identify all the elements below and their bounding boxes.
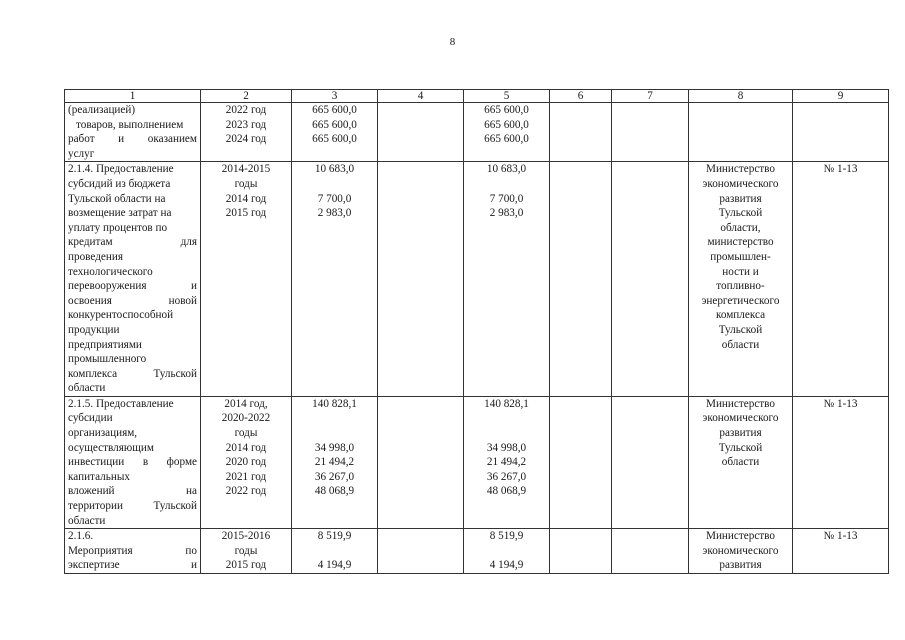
- cell-line: Мероприятия по: [68, 544, 197, 557]
- cell-gap: [295, 177, 374, 192]
- measure-name-cell: [65, 103, 201, 162]
- cell-line: осуществляющим: [68, 441, 154, 454]
- cell-line: (реализацией): [68, 104, 136, 116]
- cell-line: области,: [720, 221, 761, 234]
- cell-line: работ и оказанием: [68, 133, 197, 146]
- cell-line: 2022 год: [225, 104, 267, 116]
- cell-line: 21 494,2: [314, 456, 355, 469]
- cell-line: Министерство: [706, 163, 775, 176]
- cell-line: Тульской: [718, 441, 763, 454]
- cell-line: 2 983,0: [489, 207, 524, 220]
- cell-line: области: [68, 382, 106, 395]
- cell-line: субсидии: [68, 412, 113, 425]
- cell-line: 665 600,0: [484, 118, 529, 131]
- cell-line: 4 194,9: [317, 559, 352, 572]
- cell-line: Министерство: [706, 530, 775, 543]
- cell-line: возмещение затрат на: [68, 207, 172, 220]
- cell-line: области: [68, 514, 106, 527]
- responsible-cell: [689, 162, 793, 397]
- empty-cell: [612, 529, 689, 574]
- empty-cell: [550, 162, 612, 397]
- amount-cell: [464, 396, 550, 528]
- column-header: 1: [65, 90, 201, 103]
- cell-line: 665 600,0: [312, 133, 357, 146]
- cell-line: промышленного: [68, 353, 147, 366]
- column-number-row: [65, 90, 889, 103]
- cell-line: 2.1.6.: [68, 530, 94, 543]
- empty-cell: [612, 103, 689, 162]
- indicator-ref-cell: № 1-13: [793, 162, 889, 397]
- amount-cell: [464, 162, 550, 397]
- cell-line: 48 068,9: [486, 485, 527, 498]
- cell-line: годы: [234, 177, 258, 190]
- cell-line: развития: [719, 192, 762, 205]
- cell-line: развития: [719, 559, 762, 572]
- cell-line: 2023 год: [225, 118, 267, 131]
- empty-cell: [378, 103, 464, 162]
- cell-line: 2024 год: [225, 133, 267, 146]
- cell-line: товаров, выполнением: [76, 118, 184, 131]
- cell-line: промышлен-: [710, 250, 771, 263]
- cell-line: услуг: [68, 147, 95, 160]
- cell-line: 2014 год: [225, 192, 267, 205]
- cell-line: кредитам для: [68, 236, 197, 249]
- empty-cell: [612, 162, 689, 397]
- cell-line: 2 983,0: [317, 207, 352, 220]
- cell-line: 2020 год: [225, 456, 267, 469]
- cell-line: годы: [234, 427, 258, 440]
- cell-line: комплекса: [715, 309, 766, 322]
- empty-cell: [793, 103, 889, 162]
- column-header: 5: [464, 90, 550, 103]
- amount-cell: [464, 103, 550, 162]
- column-header: 9: [793, 90, 889, 103]
- empty-cell: [378, 529, 464, 574]
- indicator-ref-cell: № 1-13: [793, 396, 889, 528]
- cell-line: организациям,: [68, 427, 138, 440]
- cell-line: 2014 год: [225, 441, 267, 454]
- cell-gap: [467, 426, 546, 441]
- cell-line: 4 194,9: [489, 559, 524, 572]
- cell-line: субсидий из бюджета: [68, 177, 171, 190]
- responsible-cell: [689, 529, 793, 574]
- cell-line: экспертизе и: [68, 559, 197, 572]
- cell-line: области: [721, 338, 760, 351]
- cell-line: капитальных: [68, 470, 130, 483]
- empty-cell: [550, 103, 612, 162]
- cell-line: Тульской: [718, 207, 763, 220]
- cell-line: 10 683,0: [314, 163, 355, 176]
- period-cell: [201, 396, 292, 528]
- cell-line: технологического: [68, 265, 153, 278]
- cell-line: 665 600,0: [484, 104, 529, 116]
- cell-line: экономического: [702, 544, 779, 557]
- period-cell: [201, 529, 292, 574]
- cell-gap: [467, 544, 546, 559]
- cell-line: 665 600,0: [312, 104, 357, 116]
- cell-line: Тульской: [718, 323, 763, 336]
- cell-line: 36 267,0: [486, 470, 527, 483]
- amount-cell: [292, 396, 378, 528]
- cell-line: 2015 год: [225, 559, 267, 572]
- cell-line: перевооружения и: [68, 280, 197, 293]
- cell-line: вложений на: [68, 485, 197, 498]
- measure-name-cell: [65, 529, 201, 574]
- empty-cell: [550, 396, 612, 528]
- cell-line: 36 267,0: [314, 470, 355, 483]
- column-header: 2: [201, 90, 292, 103]
- cell-gap: [295, 411, 374, 426]
- cell-line: проведения: [68, 250, 123, 263]
- cell-line: экономического: [702, 412, 779, 425]
- cell-line: 140 828,1: [484, 397, 529, 410]
- cell-line: 10 683,0: [486, 163, 527, 176]
- column-header: 4: [378, 90, 464, 103]
- measure-name-cell: [65, 162, 201, 397]
- table-row: [65, 529, 889, 574]
- period-cell: [201, 103, 292, 162]
- cell-line: 7 700,0: [489, 192, 524, 205]
- measure-name-cell: [65, 396, 201, 528]
- cell-line: 665 600,0: [312, 118, 357, 131]
- cell-gap: [295, 544, 374, 559]
- cell-line: освоения новой: [68, 294, 197, 307]
- period-cell: [201, 162, 292, 397]
- cell-line: 8 519,9: [317, 530, 352, 543]
- cell-gap: [295, 426, 374, 441]
- column-header: 7: [612, 90, 689, 103]
- cell-line: 34 998,0: [486, 441, 527, 454]
- cell-line: развития: [719, 427, 762, 440]
- table-row: [65, 162, 889, 397]
- page-number: 8: [449, 36, 456, 48]
- cell-line: 2.1.5. Предоставление: [68, 397, 174, 410]
- cell-line: 21 494,2: [486, 456, 527, 469]
- cell-gap: [467, 411, 546, 426]
- cell-line: 34 998,0: [314, 441, 355, 454]
- cell-line: 2015-2016: [221, 530, 271, 543]
- cell-line: комплекса Тульской: [68, 367, 197, 380]
- cell-line: уплату процентов по: [68, 221, 168, 234]
- responsible-cell: [689, 396, 793, 528]
- cell-gap: [467, 177, 546, 192]
- amount-cell: [292, 162, 378, 397]
- cell-line: 2014-2015: [221, 163, 271, 176]
- column-header: 8: [689, 90, 793, 103]
- empty-cell: [612, 396, 689, 528]
- empty-cell: [689, 103, 793, 162]
- column-header: 6: [550, 90, 612, 103]
- cell-line: Тульской области на: [68, 192, 166, 205]
- cell-line: инвестиции в форме: [68, 456, 197, 469]
- program-table: [64, 89, 889, 574]
- empty-cell: [378, 162, 464, 397]
- cell-line: 2022 год: [225, 485, 267, 498]
- cell-line: 7 700,0: [317, 192, 352, 205]
- cell-line: министерство: [707, 236, 774, 249]
- cell-line: ности и: [722, 265, 759, 278]
- indicator-ref-cell: № 1-13: [793, 529, 889, 574]
- amount-cell: [292, 103, 378, 162]
- cell-line: конкурентоспособной: [68, 309, 174, 322]
- cell-line: Министерство: [706, 397, 775, 410]
- cell-line: 8 519,9: [489, 530, 524, 543]
- cell-line: 2.1.4. Предоставление: [68, 163, 174, 176]
- cell-line: топливно-: [716, 280, 765, 293]
- cell-line: 2020-2022: [221, 412, 271, 425]
- cell-line: предприятиями: [68, 338, 142, 351]
- table-row: [65, 396, 889, 528]
- cell-line: энергетического: [701, 294, 780, 307]
- empty-cell: [550, 529, 612, 574]
- empty-cell: [378, 396, 464, 528]
- cell-line: продукции: [68, 323, 120, 336]
- cell-line: 2021 год: [225, 470, 267, 483]
- amount-cell: [464, 529, 550, 574]
- cell-line: экономического: [702, 177, 779, 190]
- column-header: 3: [292, 90, 378, 103]
- cell-line: территории Тульской: [68, 500, 197, 513]
- cell-line: 2015 год: [225, 207, 267, 220]
- cell-line: 665 600,0: [484, 133, 529, 146]
- cell-line: 140 828,1: [312, 397, 357, 410]
- cell-line: 2014 год,: [224, 397, 268, 410]
- cell-line: области: [721, 456, 760, 469]
- cell-line: 48 068,9: [314, 485, 355, 498]
- cell-line: годы: [234, 544, 258, 557]
- table-row: [65, 103, 889, 162]
- amount-cell: [292, 529, 378, 574]
